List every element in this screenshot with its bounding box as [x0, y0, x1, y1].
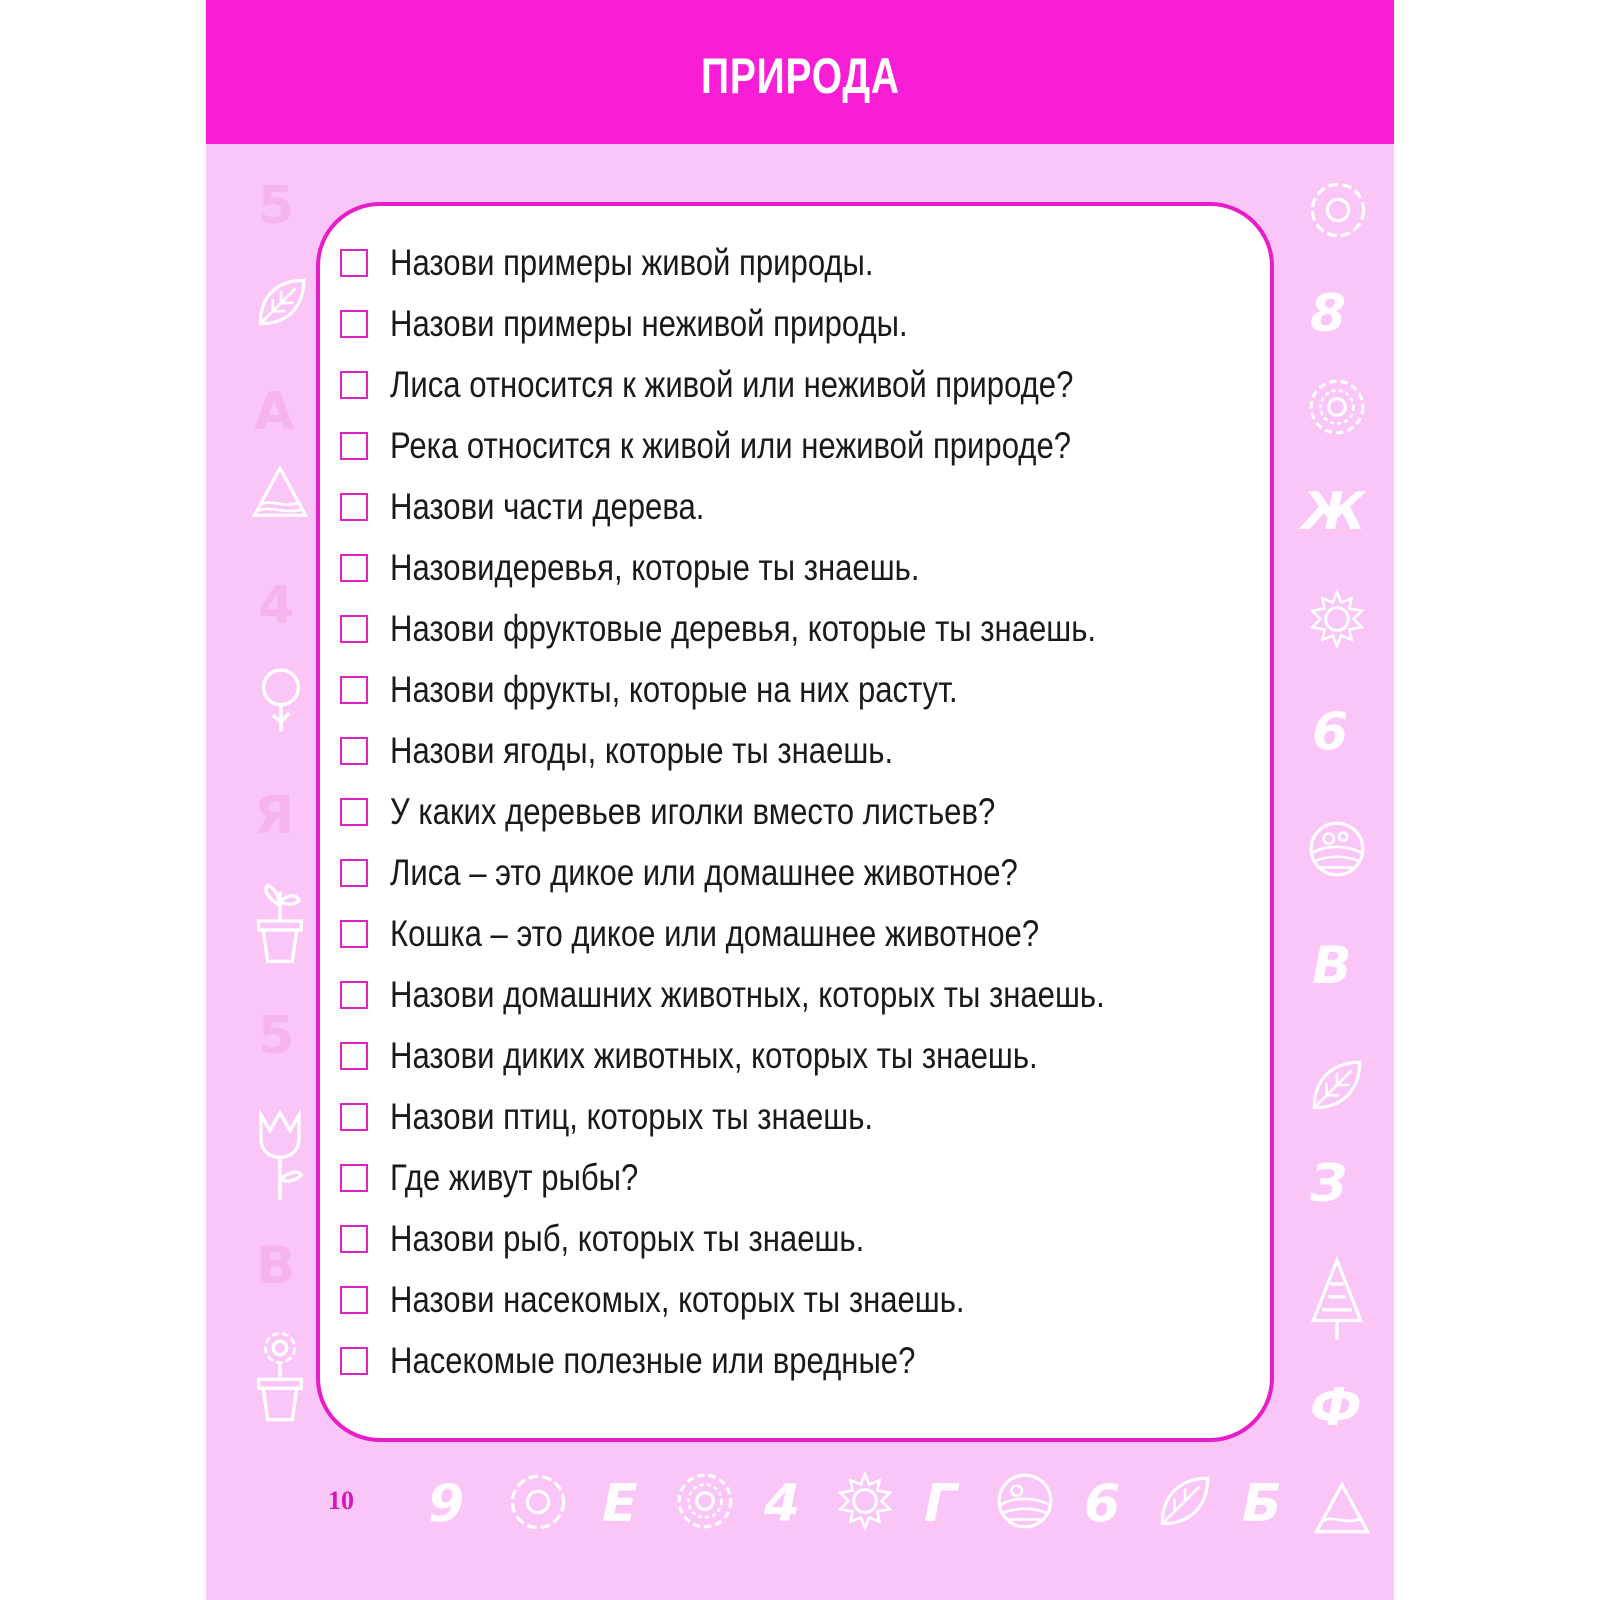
checkbox[interactable] — [340, 1347, 368, 1375]
checklist-item[interactable] — [340, 781, 1260, 842]
checkbox[interactable] — [340, 737, 368, 765]
checkbox[interactable] — [340, 1042, 368, 1070]
sunflower-icon — [1306, 376, 1368, 438]
question-text: Назови примеры живой природы. — [390, 241, 874, 283]
question-text: Назови части дерева. — [390, 485, 705, 527]
checklist-item[interactable] — [340, 720, 1260, 781]
question-text: Назови фрукты, которые на них растут. — [390, 668, 958, 710]
checkbox[interactable] — [340, 310, 368, 338]
question-text: Насекомые полезные или вредные? — [390, 1339, 916, 1381]
checklist-item[interactable] — [340, 354, 1260, 415]
decor-right-1: 8 — [1310, 284, 1347, 344]
page-title: ПРИРОДА — [700, 48, 900, 104]
question-text: Назови примеры неживой природы. — [390, 302, 908, 344]
question-text: У каких деревьев иголки вместо листьев? — [390, 790, 996, 832]
decor-bottom-3: 4 — [764, 1474, 801, 1534]
checklist-item[interactable] — [340, 1208, 1260, 1269]
decor-bottom-4: Г — [924, 1474, 958, 1534]
checkbox[interactable] — [340, 859, 368, 887]
mountain-icon — [248, 462, 312, 526]
question-text: Назови рыб, которых ты знаешь. — [390, 1217, 865, 1259]
question-text: Назовидеревья, которые ты знаешь. — [390, 546, 920, 588]
decor-left-3: 4 — [258, 576, 295, 636]
flower-icon — [1306, 178, 1370, 242]
checkbox[interactable] — [340, 1164, 368, 1192]
checkbox[interactable] — [340, 432, 368, 460]
page-number: 10 — [328, 1486, 354, 1515]
decor-bottom-2: Е — [602, 1474, 638, 1534]
checkbox[interactable] — [340, 615, 368, 643]
leaf-icon — [250, 272, 312, 334]
checkbox[interactable] — [340, 1103, 368, 1131]
question-text: Назови птиц, которых ты знаешь. — [390, 1095, 874, 1137]
sun-icon — [1306, 588, 1368, 650]
decor-bottom-1: 9 — [428, 1474, 465, 1534]
checklist-item[interactable] — [340, 842, 1260, 903]
checkbox[interactable] — [340, 371, 368, 399]
question-text: Назови ягоды, которые ты знаешь. — [390, 729, 894, 771]
question-text: Река относится к живой или неживой природе? — [390, 424, 1072, 466]
question-card — [316, 202, 1274, 1442]
checkbox[interactable] — [340, 1286, 368, 1314]
decor-left-2: А — [254, 382, 295, 442]
flower-icon — [506, 1470, 570, 1534]
tree-icon — [252, 664, 310, 734]
question-text: Назови фруктовые деревья, которые ты знаешь. — [390, 607, 1097, 649]
question-text: Назови диких животных, которых ты знаешь. — [390, 1034, 1038, 1076]
decor-left-4: Я — [254, 786, 295, 846]
potted-plant-icon — [252, 876, 308, 966]
decor-right-5: З — [1310, 1154, 1347, 1214]
checkbox[interactable] — [340, 249, 368, 277]
checklist-item[interactable] — [340, 964, 1260, 1025]
checklist-item[interactable] — [340, 293, 1260, 354]
checklist-item[interactable] — [340, 232, 1260, 293]
decor-bottom-5: 6 — [1084, 1474, 1121, 1534]
decor-left-1: 5 — [258, 176, 295, 236]
mountain-icon — [1310, 1474, 1374, 1538]
checkbox[interactable] — [340, 798, 368, 826]
checklist-item[interactable] — [340, 476, 1260, 537]
checklist-item[interactable] — [340, 415, 1260, 476]
checklist-item[interactable] — [340, 903, 1260, 964]
checklist-item[interactable] — [340, 1086, 1260, 1147]
question-list — [340, 232, 1260, 1391]
checkbox[interactable] — [340, 554, 368, 582]
checkbox[interactable] — [340, 493, 368, 521]
decor-right-6: Ф — [1310, 1378, 1362, 1438]
decor-right-2: Ж — [1302, 482, 1366, 542]
question-text: Лиса – это дикое или домашнее животное? — [390, 851, 1018, 893]
leaf-icon — [1306, 1054, 1368, 1116]
checkbox[interactable] — [340, 920, 368, 948]
question-text: Лиса относится к живой или неживой природе? — [390, 363, 1074, 405]
checklist-item[interactable] — [340, 1147, 1260, 1208]
decor-left-5: 5 — [258, 1006, 295, 1066]
checklist-item[interactable] — [340, 1330, 1260, 1391]
tulip-icon — [252, 1106, 308, 1202]
landscape-icon — [1306, 818, 1368, 880]
leaf-icon — [1154, 1470, 1216, 1532]
decor-bottom-6: Б — [1242, 1474, 1282, 1534]
question-text: Где живут рыбы? — [390, 1156, 639, 1198]
flower-pot-icon — [252, 1330, 308, 1422]
fir-tree-icon — [1304, 1256, 1370, 1342]
checklist-item[interactable] — [340, 1269, 1260, 1330]
checkbox[interactable] — [340, 1225, 368, 1253]
sun-icon — [834, 1470, 896, 1532]
question-text: Кошка – это дикое или домашнее животное? — [390, 912, 1040, 954]
checklist-item[interactable] — [340, 1025, 1260, 1086]
question-text: Назови насекомых, которых ты знаешь. — [390, 1278, 965, 1320]
header-bar — [206, 0, 1394, 144]
question-text: Назови домашних животных, которых ты знаешь. — [390, 973, 1105, 1015]
sunflower-icon — [674, 1470, 736, 1532]
checklist-item[interactable] — [340, 537, 1260, 598]
decor-left-6: В — [256, 1236, 296, 1296]
checkbox[interactable] — [340, 981, 368, 1009]
decor-right-4: В — [1312, 936, 1352, 996]
checkbox[interactable] — [340, 676, 368, 704]
page — [206, 0, 1394, 1600]
checklist-item[interactable] — [340, 598, 1260, 659]
landscape-icon — [994, 1470, 1056, 1532]
checklist-item[interactable] — [340, 659, 1260, 720]
decor-right-3: 6 — [1312, 702, 1349, 762]
